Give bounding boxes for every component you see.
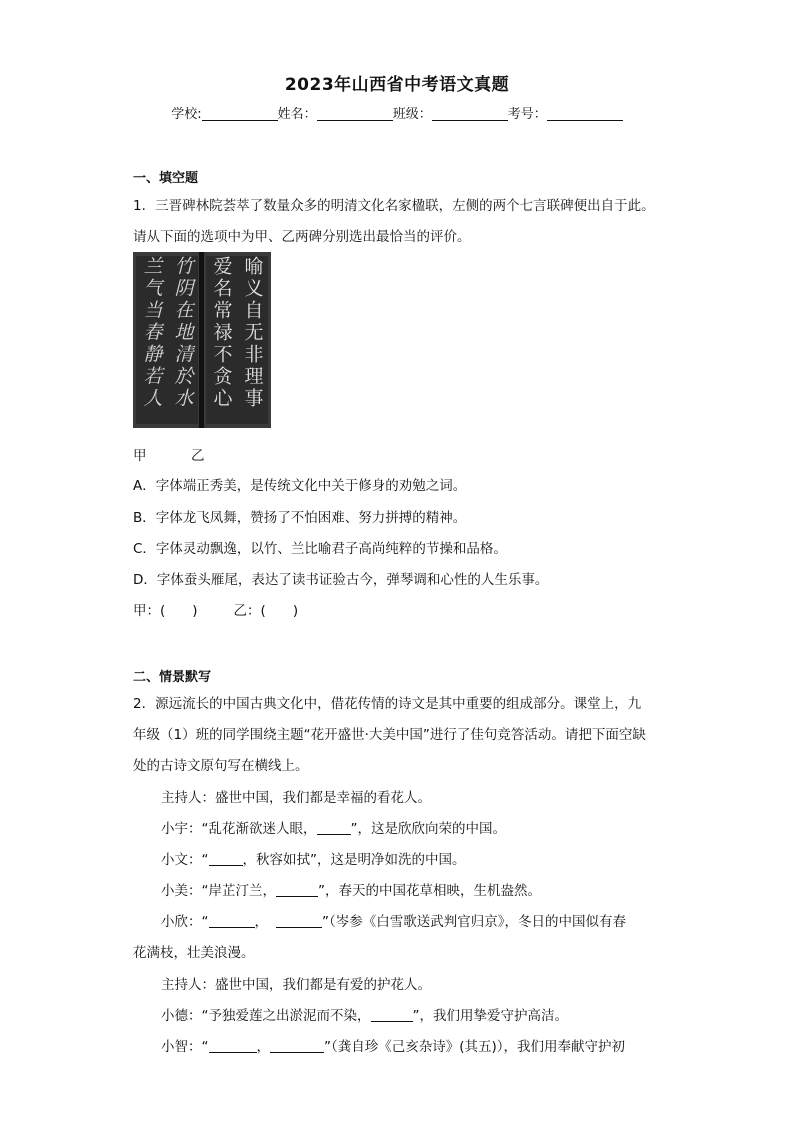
stele-yi	[206, 256, 268, 424]
dialogue-text: ”，春天的中国花草相映，生机盎然。	[318, 883, 541, 899]
answer-blank[interactable]	[317, 821, 351, 835]
name-blank[interactable]	[317, 106, 393, 121]
dialogue-text: 小宇：“乱花渐欲迷人眼，	[161, 821, 317, 837]
answer-blank[interactable]	[209, 852, 243, 866]
name-label: 姓名：	[277, 107, 317, 122]
question-2-text-line-2: 年级（1）班的同学围绕主题“花开盛世·大美中国”进行了佳句竞答活动。请把下面空缺	[133, 727, 646, 743]
stele-divider	[199, 252, 204, 428]
dialogue-host-1: 主持人：盛世中国，我们都是幸福的看花人。	[161, 790, 431, 806]
stele-jia	[136, 256, 198, 424]
dialogue-text: ，	[254, 914, 268, 930]
stele-yi-column-1: 喻义自无非理事	[241, 256, 264, 410]
stele-jia-column-1: 竹阴在地清於水	[171, 256, 194, 410]
dialogue-xiaoxin	[161, 910, 626, 930]
stele-yi-column-2: 爱名常禄不贪心	[210, 256, 233, 410]
question-2-text-line-1: 2．源远流长的中国古典文化中，借花传情的诗文是其中重要的组成部分。课堂上，九	[133, 696, 642, 712]
dialogue-text: ”（岑参《白雪歌送武判官归京》，冬日的中国似有春	[322, 914, 626, 930]
dialogue-text: ，秋容如拭”，这是明净如洗的中国。	[242, 852, 466, 868]
dialogue-text: 小美：“岸芷汀兰，	[161, 883, 276, 899]
exam-no-blank[interactable]	[547, 106, 623, 121]
question-1-text-line-1: 1．三晋碑林院荟萃了数量众多的明清文化名家楹联，左侧的两个七言联碑便出自于此。	[133, 198, 655, 214]
answer-line	[133, 599, 298, 619]
dialogue-text: 小欣：“	[161, 914, 209, 930]
stele-rubbing-image	[133, 252, 271, 428]
option-a[interactable]: A．字体端正秀美，是传统文化中关于修身的劝勉之词。	[133, 478, 467, 494]
dialogue-xiaomei	[161, 879, 541, 899]
dialogue-text: 小德：“予独爱莲之出淤泥而不染，	[161, 1008, 371, 1024]
dialogue-xiaoxin-continued: 花满枝，壮美浪漫。	[133, 945, 255, 961]
option-d[interactable]: D．字体蚕头雁尾，表达了读书证验古今，弹琴调和心性的人生乐事。	[133, 572, 549, 588]
dialogue-xiaoyu	[161, 817, 506, 837]
stele-label-jia: 甲	[133, 448, 147, 464]
answer-blank[interactable]	[209, 914, 255, 928]
answer-blank[interactable]	[209, 1039, 257, 1053]
dialogue-text: ”，我们用挚爱守护高洁。	[412, 1008, 568, 1024]
section-heading-fill-blank: 一、填空题	[133, 171, 199, 186]
student-info-line	[0, 103, 794, 122]
dialogue-text: ，	[256, 1039, 270, 1055]
stele-jia-column-2: 兰气当春静若人	[140, 256, 163, 410]
option-c[interactable]: C．字体灵动飘逸，以竹、兰比喻君子高尚纯粹的节操和品格。	[133, 541, 507, 557]
answer-blank[interactable]	[371, 1008, 413, 1022]
page-title: 2023年山西省中考语文真题	[284, 75, 510, 95]
answer-yi[interactable]: 乙：( )	[233, 603, 299, 619]
dialogue-xiaozhi	[161, 1035, 625, 1055]
answer-jia[interactable]: 甲：( )	[133, 603, 198, 619]
dialogue-text: 小文：“	[161, 852, 209, 868]
dialogue-text: 小智：“	[161, 1039, 209, 1055]
class-blank[interactable]	[432, 106, 508, 121]
question-2-text-line-3: 处的古诗文原句写在横线上。	[133, 758, 309, 774]
stele-label-yi: 乙	[191, 448, 205, 464]
exam-no-label: 考号：	[507, 107, 547, 122]
dialogue-xiaode	[161, 1004, 568, 1024]
school-blank[interactable]	[202, 106, 278, 121]
answer-blank[interactable]	[276, 914, 322, 928]
dialogue-text: ”，这是欣欣向荣的中国。	[350, 821, 506, 837]
answer-blank[interactable]	[276, 883, 318, 897]
dialogue-xiaowen	[161, 848, 466, 868]
dialogue-text: ”（龚自珍《己亥杂诗》(其五)），我们用奉献守护初	[324, 1039, 626, 1055]
question-1-text-line-2: 请从下面的选项中为甲、乙两碑分别选出最恰当的评价。	[133, 229, 471, 245]
option-b[interactable]: B．字体龙飞凤舞，赞扬了不怕困难、努力拼搏的精神。	[133, 510, 467, 526]
section-heading-recitation: 二、情景默写	[133, 670, 212, 685]
class-label: 班级：	[392, 107, 432, 122]
school-label: 学校:	[171, 107, 202, 122]
dialogue-host-2: 主持人：盛世中国，我们都是有爱的护花人。	[161, 977, 431, 993]
answer-blank[interactable]	[270, 1039, 324, 1053]
